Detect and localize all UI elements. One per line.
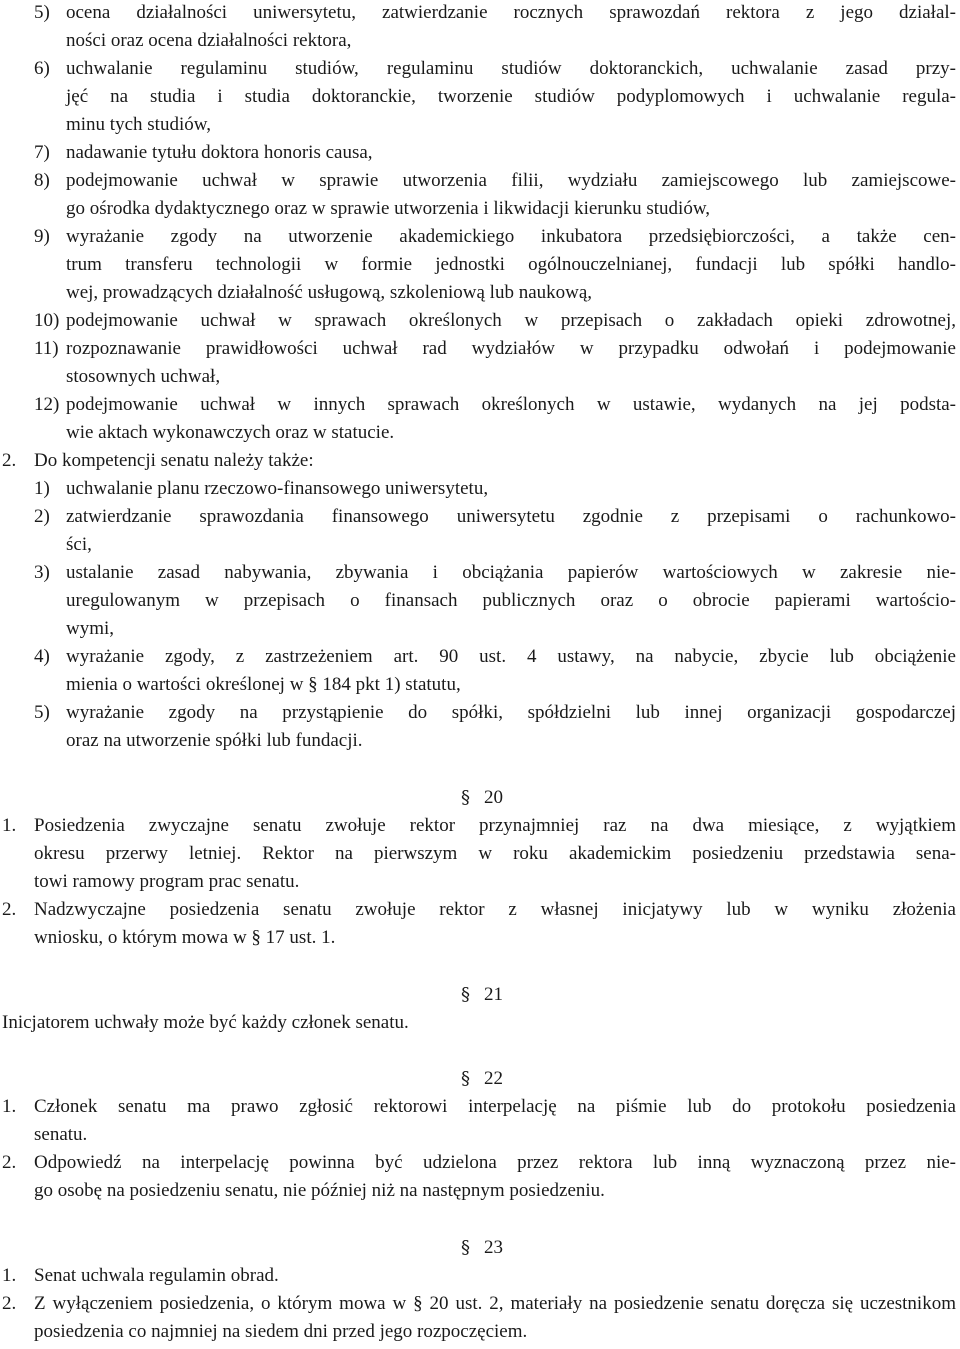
- list-num: 4): [34, 646, 50, 667]
- list-num: 8): [34, 170, 50, 191]
- list-line: trum transferu technologii w formie jednostki ogólnouczelnianej, fundacji lub spółki handlo-: [66, 254, 956, 275]
- point-line: go osobę na posiedzeniu senatu, nie później niż na następnym posiedzeniu.: [34, 1180, 605, 1201]
- point-line: Posiedzenia zwyczajne senatu zwołuje rektor przynajmniej raz na dwa miesiące, z wyjątkiem: [34, 815, 956, 836]
- list-line: stosownych uchwał,: [66, 366, 221, 387]
- point-line: towi ramowy program prac senatu.: [34, 871, 300, 892]
- list-num: 9): [34, 226, 50, 247]
- section-heading: [461, 784, 503, 812]
- list-num: 12): [34, 394, 60, 415]
- section-heading: [461, 1065, 503, 1093]
- section-number: 21: [484, 984, 503, 1005]
- paragraph-sign: §: [461, 984, 470, 1005]
- list-line: podejmowanie uchwał w sprawach określonych w przepisach o zakładach opieki zdrowotnej,: [66, 310, 956, 331]
- list-line: zatwierdzanie sprawozdania finansowego uniwersytetu zgodnie z przepisami o rachunkowo-: [66, 506, 956, 527]
- list-line: nadawanie tytułu doktora honoris causa,: [66, 142, 373, 163]
- point-num: 1.: [2, 1265, 17, 1286]
- list-line: uchwalanie regulaminu studiów, regulaminu studiów doktoranckich, uchwalanie zasad przy-: [66, 58, 956, 79]
- section-number: 23: [484, 1237, 503, 1258]
- list-line: wyrażanie zgody na utworzenie akademickiego inkubatora przedsiębiorczości, a także cen-: [66, 226, 956, 247]
- point-num: 2.: [2, 450, 17, 471]
- list-num: 5): [34, 702, 50, 723]
- point-num: 2.: [2, 899, 17, 920]
- point-num: 1.: [2, 815, 17, 836]
- list-line: minu tych studiów,: [66, 114, 211, 135]
- list-num: 10): [34, 310, 60, 331]
- paragraph-sign: §: [461, 1068, 470, 1089]
- paragraph-sign: §: [461, 787, 470, 808]
- list-num: 1): [34, 478, 50, 499]
- list-line: go ośrodka dydaktycznego oraz w sprawie utworzenia i likwidacji kierunku studiów,: [66, 198, 711, 219]
- list-line: ustalanie zasad nabywania, zbywania i obciążania papierów wartościowych w zakresie nie-: [66, 562, 956, 583]
- list-line: podejmowanie uchwał w sprawie utworzenia filii, wydziału zamiejscowego lub zamiejscowe-: [66, 170, 956, 191]
- list-line: ocena działalności uniwersytetu, zatwierdzanie rocznych sprawozdań rektora z jego działal-: [66, 2, 956, 23]
- list-line: rozpoznawanie prawidłowości uchwał rad wydziałów w przypadku odwołań i podejmowanie: [66, 338, 956, 359]
- point-line: Nadzwyczajne posiedzenia senatu zwołuje rektor z własnej inicjatywy lub w wyniku złożenia: [34, 899, 956, 920]
- point-line: wniosku, o którym mowa w § 17 ust. 1.: [34, 927, 336, 948]
- list-line: jęć na studia i studia doktoranckie, tworzenie studiów podyplomowych i uchwalanie regula-: [66, 86, 956, 107]
- section-heading: [461, 981, 503, 1009]
- point-num: 2.: [2, 1293, 17, 1314]
- point-line: Odpowiedź na interpelację powinna być udzielona przez rektora lub inną wyznaczoną przez nie-: [34, 1152, 956, 1173]
- list-line: ści,: [66, 534, 92, 555]
- section-heading: [461, 1234, 503, 1262]
- list-num: 6): [34, 58, 50, 79]
- point-line: okresu przerwy letniej. Rektor na pierwszym w roku akademickim posiedzeniu przedstawia sena-: [34, 843, 956, 864]
- list-line: uchwalanie planu rzeczowo-finansowego uniwersytetu,: [66, 478, 489, 499]
- point-num: 2.: [2, 1152, 17, 1173]
- list-line: wyrażanie zgody, z zastrzeżeniem art. 90 ust. 4 ustawy, na nabycie, zbycie lub obciążenie: [66, 646, 956, 667]
- paragraph-sign: §: [461, 1237, 470, 1258]
- list-num: 3): [34, 562, 50, 583]
- list-line: mienia o wartości określonej w § 184 pkt 1) statutu,: [66, 674, 461, 695]
- list-num: 2): [34, 506, 50, 527]
- list-line: ności oraz ocena działalności rektora,: [66, 30, 352, 51]
- point-paragraph: Z wyłączeniem posiedzenia, o którym mowa w § 20 ust. 2, materiały na posiedzenie senatu doręcza się uczestnikom posiedzenia co najmniej na siedem dni przed jego rozpoczęciem.: [34, 1293, 956, 1342]
- list-line: oraz na utworzenie spółki lub fundacji.: [66, 730, 363, 751]
- list-line: wie aktach wykonawczych oraz w statucie.: [66, 422, 395, 443]
- list-line: wej, prowadzących działalność usługową, szkoleniową lub naukową,: [66, 282, 593, 303]
- list-num: 5): [34, 2, 50, 23]
- section-text: Inicjatorem uchwały może być każdy członek senatu.: [2, 1012, 409, 1033]
- list-num: 7): [34, 142, 50, 163]
- list-num: 11): [34, 338, 59, 359]
- section-number: 22: [484, 1068, 503, 1089]
- list-line: wymi,: [66, 618, 115, 639]
- section-number: 20: [484, 787, 503, 808]
- point-line: Członek senatu ma prawo zgłosić rektorowi interpelację na piśmie lub do protokołu posiedzenia: [34, 1096, 956, 1117]
- list-line: wyrażanie zgody na przystąpienie do spółki, spółdzielni lub innej organizacji gospodarczej: [66, 702, 956, 723]
- point-num: 1.: [2, 1096, 17, 1117]
- list-line: uregulowanym w przepisach o finansach publicznych oraz o obrocie papierami wartościo-: [66, 590, 956, 611]
- list-line: podejmowanie uchwał w innych sprawach określonych w ustawie, wydanych na jej podsta-: [66, 394, 956, 415]
- point-line: Senat uchwala regulamin obrad.: [34, 1265, 279, 1286]
- point-heading: Do kompetencji senatu należy także:: [34, 450, 314, 471]
- point-line: senatu.: [34, 1124, 88, 1145]
